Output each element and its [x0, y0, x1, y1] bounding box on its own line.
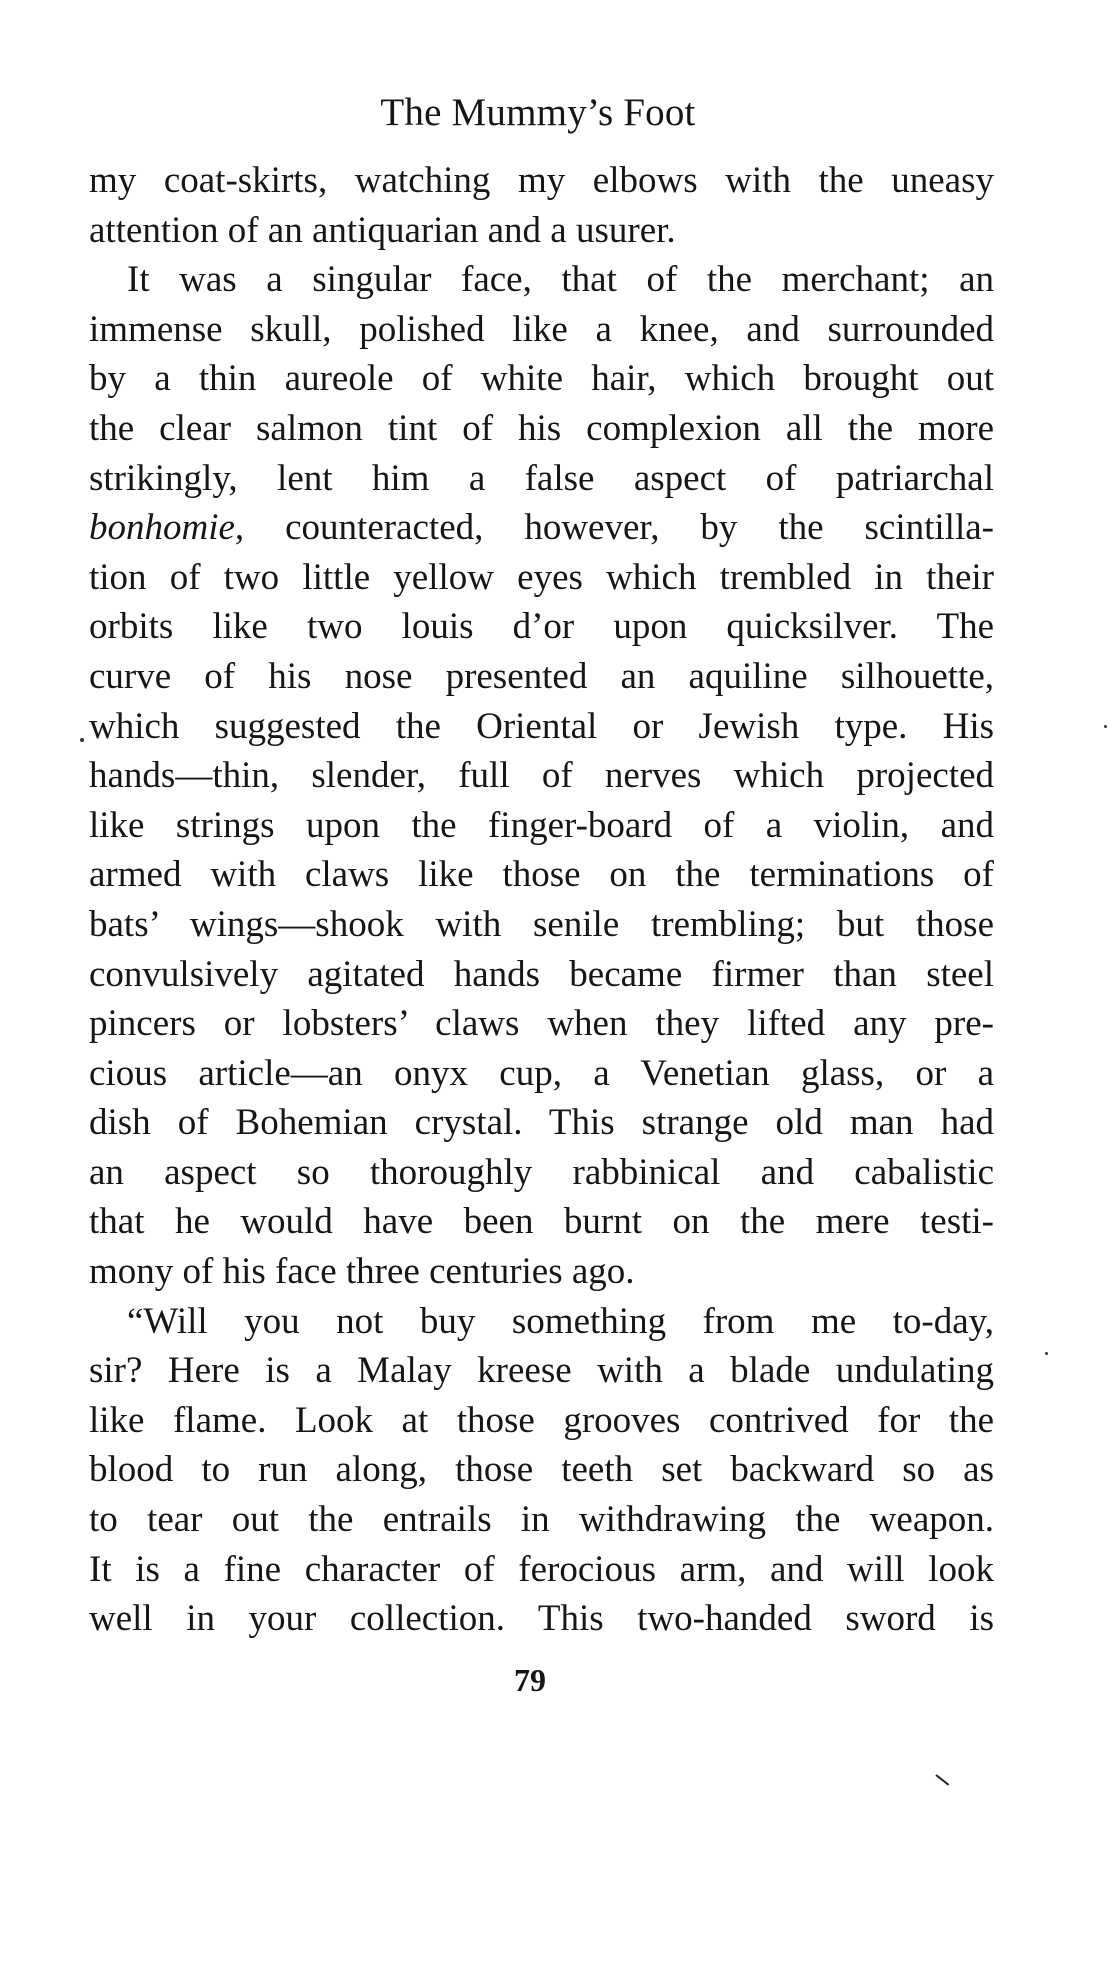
text-line: well in your collection. This two-handed sword is — [89, 1598, 994, 1640]
text-line: strikingly, lent him a false aspect of patriarchal — [89, 457, 994, 499]
text-line: attention of an antiquarian and a usurer. — [89, 209, 676, 251]
text-line: dish of Bohemian crystal. This strange old man had — [89, 1102, 994, 1144]
text-line: my coat-skirts, watching my elbows with the uneasy — [89, 160, 994, 201]
page-number: 79 — [514, 1662, 546, 1698]
text-line: curve of his nose presented an aquiline silhouette, — [89, 655, 994, 697]
scan-speck — [1045, 1352, 1048, 1355]
scan-mark — [935, 1774, 949, 1785]
text-line: sir? Here is a Malay kreese with a blade undulating — [89, 1350, 994, 1392]
line-text: counteracted, however, by the scintilla- — [244, 507, 994, 549]
text-line: the clear salmon tint of his complexion all the more — [89, 407, 994, 449]
text-line: to tear out the entrails in withdrawing the weapon. — [89, 1499, 994, 1541]
scan-speck — [80, 738, 84, 742]
text-line: It was a singular face, that of the merchant; an — [127, 259, 994, 301]
text-line: like flame. Look at those grooves contrived for the — [89, 1399, 994, 1441]
text-line: orbits like two louis d’or upon quicksilver. The — [89, 606, 994, 648]
text-line: tion of two little yellow eyes which trembled in their — [89, 556, 994, 598]
text-line: like strings upon the finger-board of a violin, and — [89, 804, 994, 846]
text-line: It is a fine character of ferocious arm, and will look — [89, 1548, 994, 1590]
text-line: mony of his face three centuries ago. — [89, 1251, 635, 1293]
text-line: armed with claws like those on the terminations of — [89, 854, 994, 896]
text-line: that he would have been burnt on the mere testi- — [89, 1201, 994, 1243]
italic-word: bonhomie, — [89, 507, 245, 549]
text-line: an aspect so thoroughly rabbinical and cabalistic — [89, 1151, 994, 1193]
text-line: by a thin aureole of white hair, which brought out — [89, 358, 994, 400]
text-line: which suggested the Oriental or Jewish type. His — [89, 705, 994, 747]
text-line — [89, 503, 994, 553]
scan-speck — [1104, 725, 1107, 728]
text-line: “Will you not buy something from me to-day, — [127, 1300, 994, 1342]
running-head: The Mummy’s Foot — [380, 91, 696, 134]
text-line: cious article—an onyx cup, a Venetian glass, or a — [89, 1052, 994, 1094]
text-line: convulsively agitated hands became firmer than steel — [89, 953, 994, 995]
text-line: bats’ wings—shook with senile trembling; but those — [89, 903, 994, 945]
text-line: hands—thin, slender, full of nerves which projected — [89, 755, 994, 797]
text-line: blood to run along, those teeth set backward so as — [89, 1449, 994, 1491]
text-line: immense skull, polished like a knee, and surrounded — [89, 308, 994, 350]
text-line: pincers or lobsters’ claws when they lifted any pre- — [89, 1003, 994, 1045]
body-text — [89, 156, 994, 1644]
